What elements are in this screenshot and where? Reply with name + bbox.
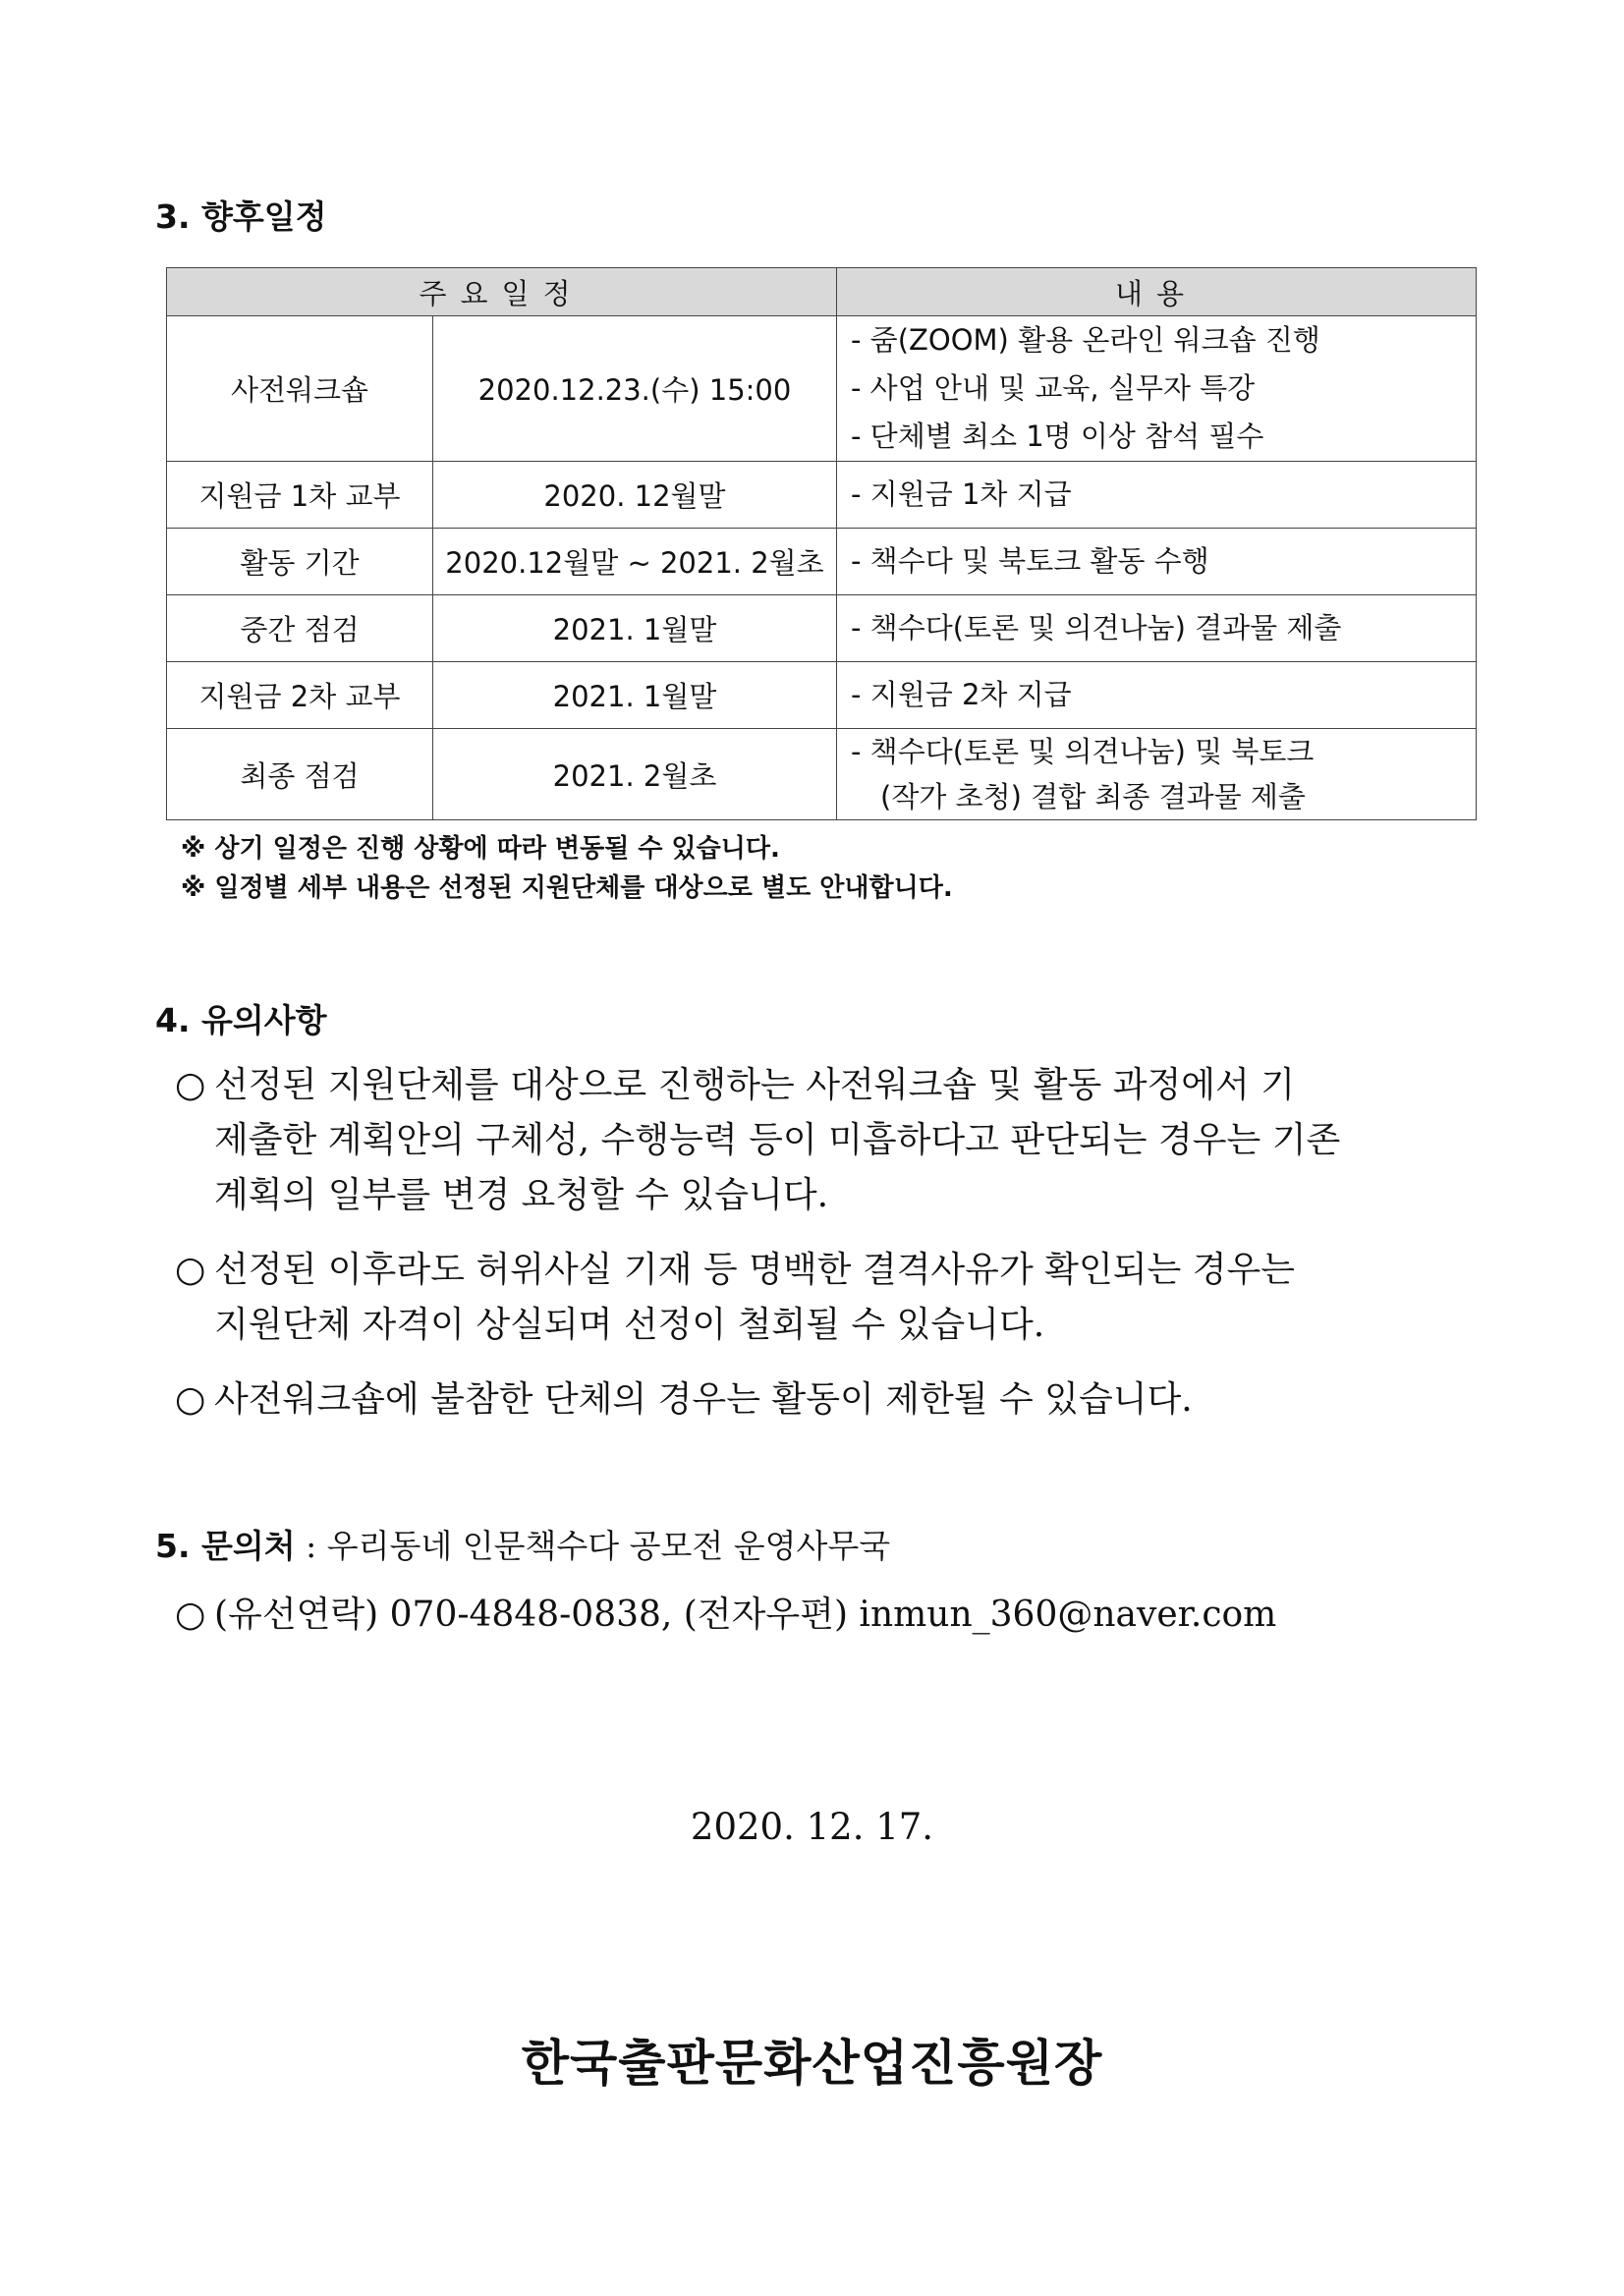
list-item [175,1372,1482,1428]
contact-info: (유선연락) 070-4848-0838, (전자우편) inmun_360@naver.com [214,1595,1277,1635]
content-line: (작가 초청) 결합 최종 결과물 제출 [880,780,1306,813]
schedule-content [837,729,1477,820]
section-3-heading: 3. 향후일정 [155,197,327,236]
content-line: - 지원금 1차 지급 [851,477,1072,511]
schedule-date: 2021. 1월말 [433,595,837,662]
item-line: 선정된 이후라도 허위사실 기재 등 명백한 결격사유가 확인되는 경우는 [214,1250,1296,1290]
content-line: - 지원금 2차 지급 [851,678,1072,711]
table-row [167,529,1477,595]
circle-bullet-icon: ○ [175,1595,206,1635]
section-4-heading: 4. 유의사항 [155,1001,327,1039]
content-line: - 책수다 및 북토크 활동 수행 [851,544,1209,578]
schedule-header-row [167,268,1477,316]
document-date: 2020. 12. 17. [690,1806,934,1848]
section-5-subtitle: : 우리동네 인문책수다 공모전 운영사무국 [295,1527,891,1565]
table-row [167,662,1477,729]
schedule-date: 2021. 2월초 [433,729,837,820]
schedule-name: 중간 점검 [167,595,433,662]
circle-bullet-icon: ○ [175,1250,206,1290]
schedule-header-content: 내용 [837,268,1477,316]
schedule-date: 2021. 1월말 [433,662,837,729]
signer-title: 한국출판문화산업진흥원장 [521,2034,1103,2092]
content-line: - 책수다(토론 및 의견나눔) 및 북토크 [851,735,1315,768]
table-row [167,316,1477,462]
schedule-name: 최종 점검 [167,729,433,820]
content-line: - 줌(ZOOM) 활용 온라인 워크숍 진행 [851,323,1320,357]
content-line: - 단체별 최소 1명 이상 참석 필수 [851,420,1264,453]
schedule-name: 사전워크숍 [167,316,433,462]
item-line: 계획의 일부를 변경 요청할 수 있습니다. [214,1175,829,1215]
schedule-note: ※ 상기 일정은 진행 상황에 따라 변동될 수 있습니다. [181,834,780,864]
schedule-content [837,595,1477,662]
schedule-date: 2020.12.23.(수) 15:00 [433,316,837,462]
list-item [175,1243,1482,1353]
circle-bullet-icon: ○ [175,1379,206,1420]
schedule-content [837,316,1477,462]
item-line: 선정된 지원단체를 대상으로 진행하는 사전워크숍 및 활동 과정에서 기 [214,1065,1296,1105]
item-line: 지원단체 자격이 상실되며 선정이 철회될 수 있습니다. [214,1305,1045,1345]
schedule-note: ※ 일정별 세부 내용은 선정된 지원단체를 대상으로 별도 안내합니다. [181,873,953,903]
schedule-content [837,662,1477,729]
schedule-content [837,529,1477,595]
content-line: - 사업 안내 및 교육, 실무자 특강 [851,371,1256,405]
list-item [175,1058,1482,1223]
content-line: - 책수다(토론 및 의견나눔) 결과물 제출 [851,611,1342,644]
circle-bullet-icon: ○ [175,1065,206,1105]
table-row [167,729,1477,820]
schedule-name: 지원금 1차 교부 [167,462,433,529]
schedule-name: 활동 기간 [167,529,433,595]
schedule-date: 2020. 12월말 [433,462,837,529]
table-row [167,462,1477,529]
schedule-content [837,462,1477,529]
contact-item [175,1588,1482,1643]
schedule-table [166,267,1477,820]
table-row [167,595,1477,662]
item-line: 사전워크숍에 불참한 단체의 경우는 활동이 제한될 수 있습니다. [214,1379,1193,1420]
schedule-name: 지원금 2차 교부 [167,662,433,729]
schedule-header-main: 주요일정 [167,268,837,316]
schedule-date: 2020.12월말 ~ 2021. 2월초 [433,529,837,595]
section-5-title: 5. 문의처 [155,1527,296,1565]
item-line: 제출한 계획안의 구체성, 수행능력 등이 미흡하다고 판단되는 경우는 기존 [214,1120,1341,1160]
section-5-heading [155,1521,890,1567]
